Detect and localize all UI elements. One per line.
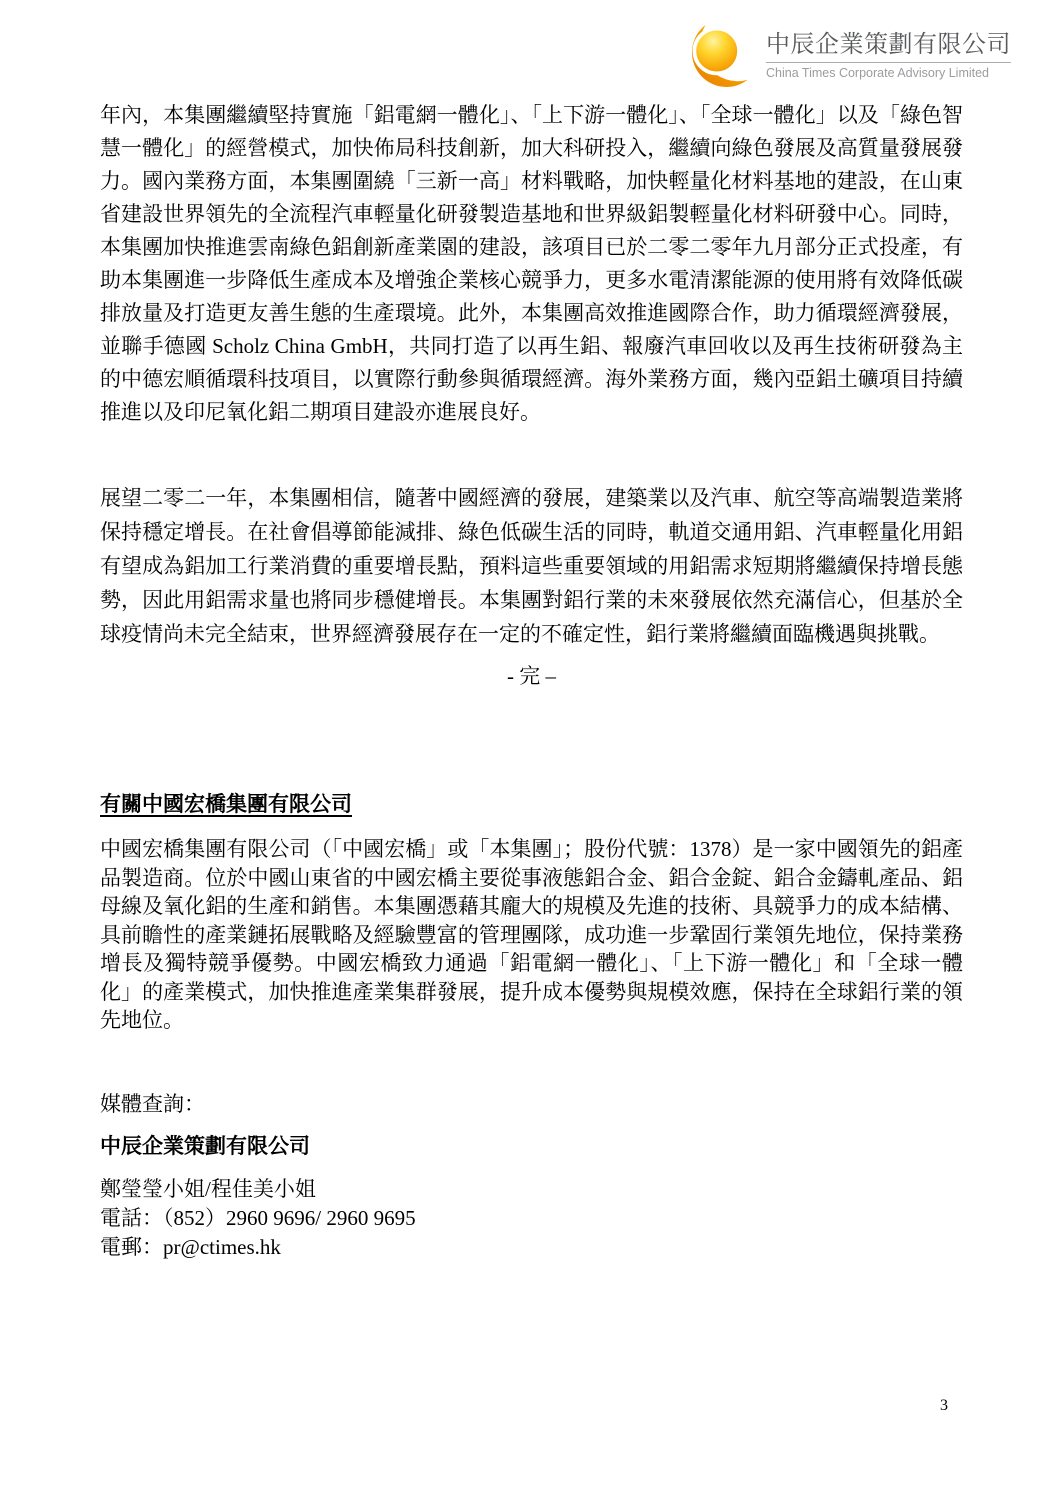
logo-company-name-en: China Times Corporate Advisory Limited	[766, 66, 990, 80]
about-company-paragraph: 中國宏橋集團有限公司（「中國宏橋」或「本集團」；股份代號：1378）是一家中國領先的鋁產品製造商。位於中國山東省的中國宏橋主要從事液態鋁合金、鋁合金錠、鋁合金鑄軋產品、鋁母線及氧化鋁的生產和銷售。本集團憑藉其龐大的規模及先進的技術、具競爭力的成本結構、具前瞻性的產業鏈拓展戰略及經驗豐富的管理團隊，成功進一步鞏固行業領先地位，保持業務增長及獨特競爭優勢。中國宏橋致力通過「鋁電網一體化」、「上下游一體化」和「全球一體化」的產業模式，加快推進產業集群發展，提升成本優勢與規模效應，保持在全球鋁行業的領先地位。	[100, 837, 963, 1032]
page-number: 3	[940, 1397, 948, 1414]
header-logo-block	[671, 24, 1011, 92]
media-inquiry-heading: 媒體查詢：	[100, 1091, 205, 1116]
logo-text-column	[766, 30, 1011, 81]
logo-company-name-zh: 中辰企業策劃有限公司	[766, 31, 1011, 58]
contact-company-name: 中辰企業策劃有限公司	[100, 1133, 310, 1158]
outlook-paragraph: 展望二零二一年，本集團相信，隨著中國經濟的發展，建築業以及汽車、航空等高端製造業將保持穩定增長。在社會倡導節能減排、綠色低碳生活的同時，軌道交通用鋁、汽車輕量化用鋁有望成為鋁加工行業消費的重要增長點，預料這些重要領域的用鋁需求短期將繼續保持增長態勢，因此用鋁需求量也將同步穩健增長。本集團對鋁行業的未來發展依然充滿信心，但基於全球疫情尚未完全結束，世界經濟發展存在一定的不確定性，鋁行業將繼續面臨機遇與挑戰。	[100, 486, 963, 646]
contact-phone: 電話：（852）2960 9696/ 2960 9695	[100, 1205, 416, 1230]
business-review-paragraph: 年內，本集團繼續堅持實施「鋁電網一體化」、「上下游一體化」、「全球一體化」以及「綠色智慧一體化」的經營模式，加快佈局科技創新，加大科研投入，繼續向綠色發展及高質量發展發力。國內業務方面，本集團圍繞「三新一高」材料戰略，加快輕量化材料基地的建設，在山東省建設世界領先的全流程汽車輕量化研發製造基地和世界級鋁製輕量化材料研發中心。同時，本集團加快推進雲南綠色鋁創新產業園的建設，該項目已於二零二零年九月部分正式投產，有助本集團進一步降低生產成本及增強企業核心競爭力，更多水電清潔能源的使用將有效降低碳排放量及打造更友善生態的生產環境。此外，本集團高效推進國際合作，助力循環經濟發展，並聯手德國 Scholz China GmbH，共同打造了以再生鋁、報廢汽車回收以及再生技術研發為主的中德宏順循環科技項目，以實際行動參與循環經濟。海外業務方面，幾內亞鋁土礦項目持續推進以及印尼氧化鋁二期項目建設亦進展良好。	[100, 103, 963, 424]
contact-persons: 鄭瑩瑩小姐/程佳美小姐	[100, 1176, 316, 1201]
logo-divider-line	[766, 62, 1011, 63]
about-company-heading: 有關中國宏橋集團有限公司	[100, 792, 352, 816]
document-body	[100, 99, 963, 1262]
end-of-release-marker: - 完 –	[507, 664, 556, 688]
contact-email: 電郵：pr@ctimes.hk	[100, 1234, 281, 1259]
sun-swoosh-logo-icon	[671, 24, 755, 92]
